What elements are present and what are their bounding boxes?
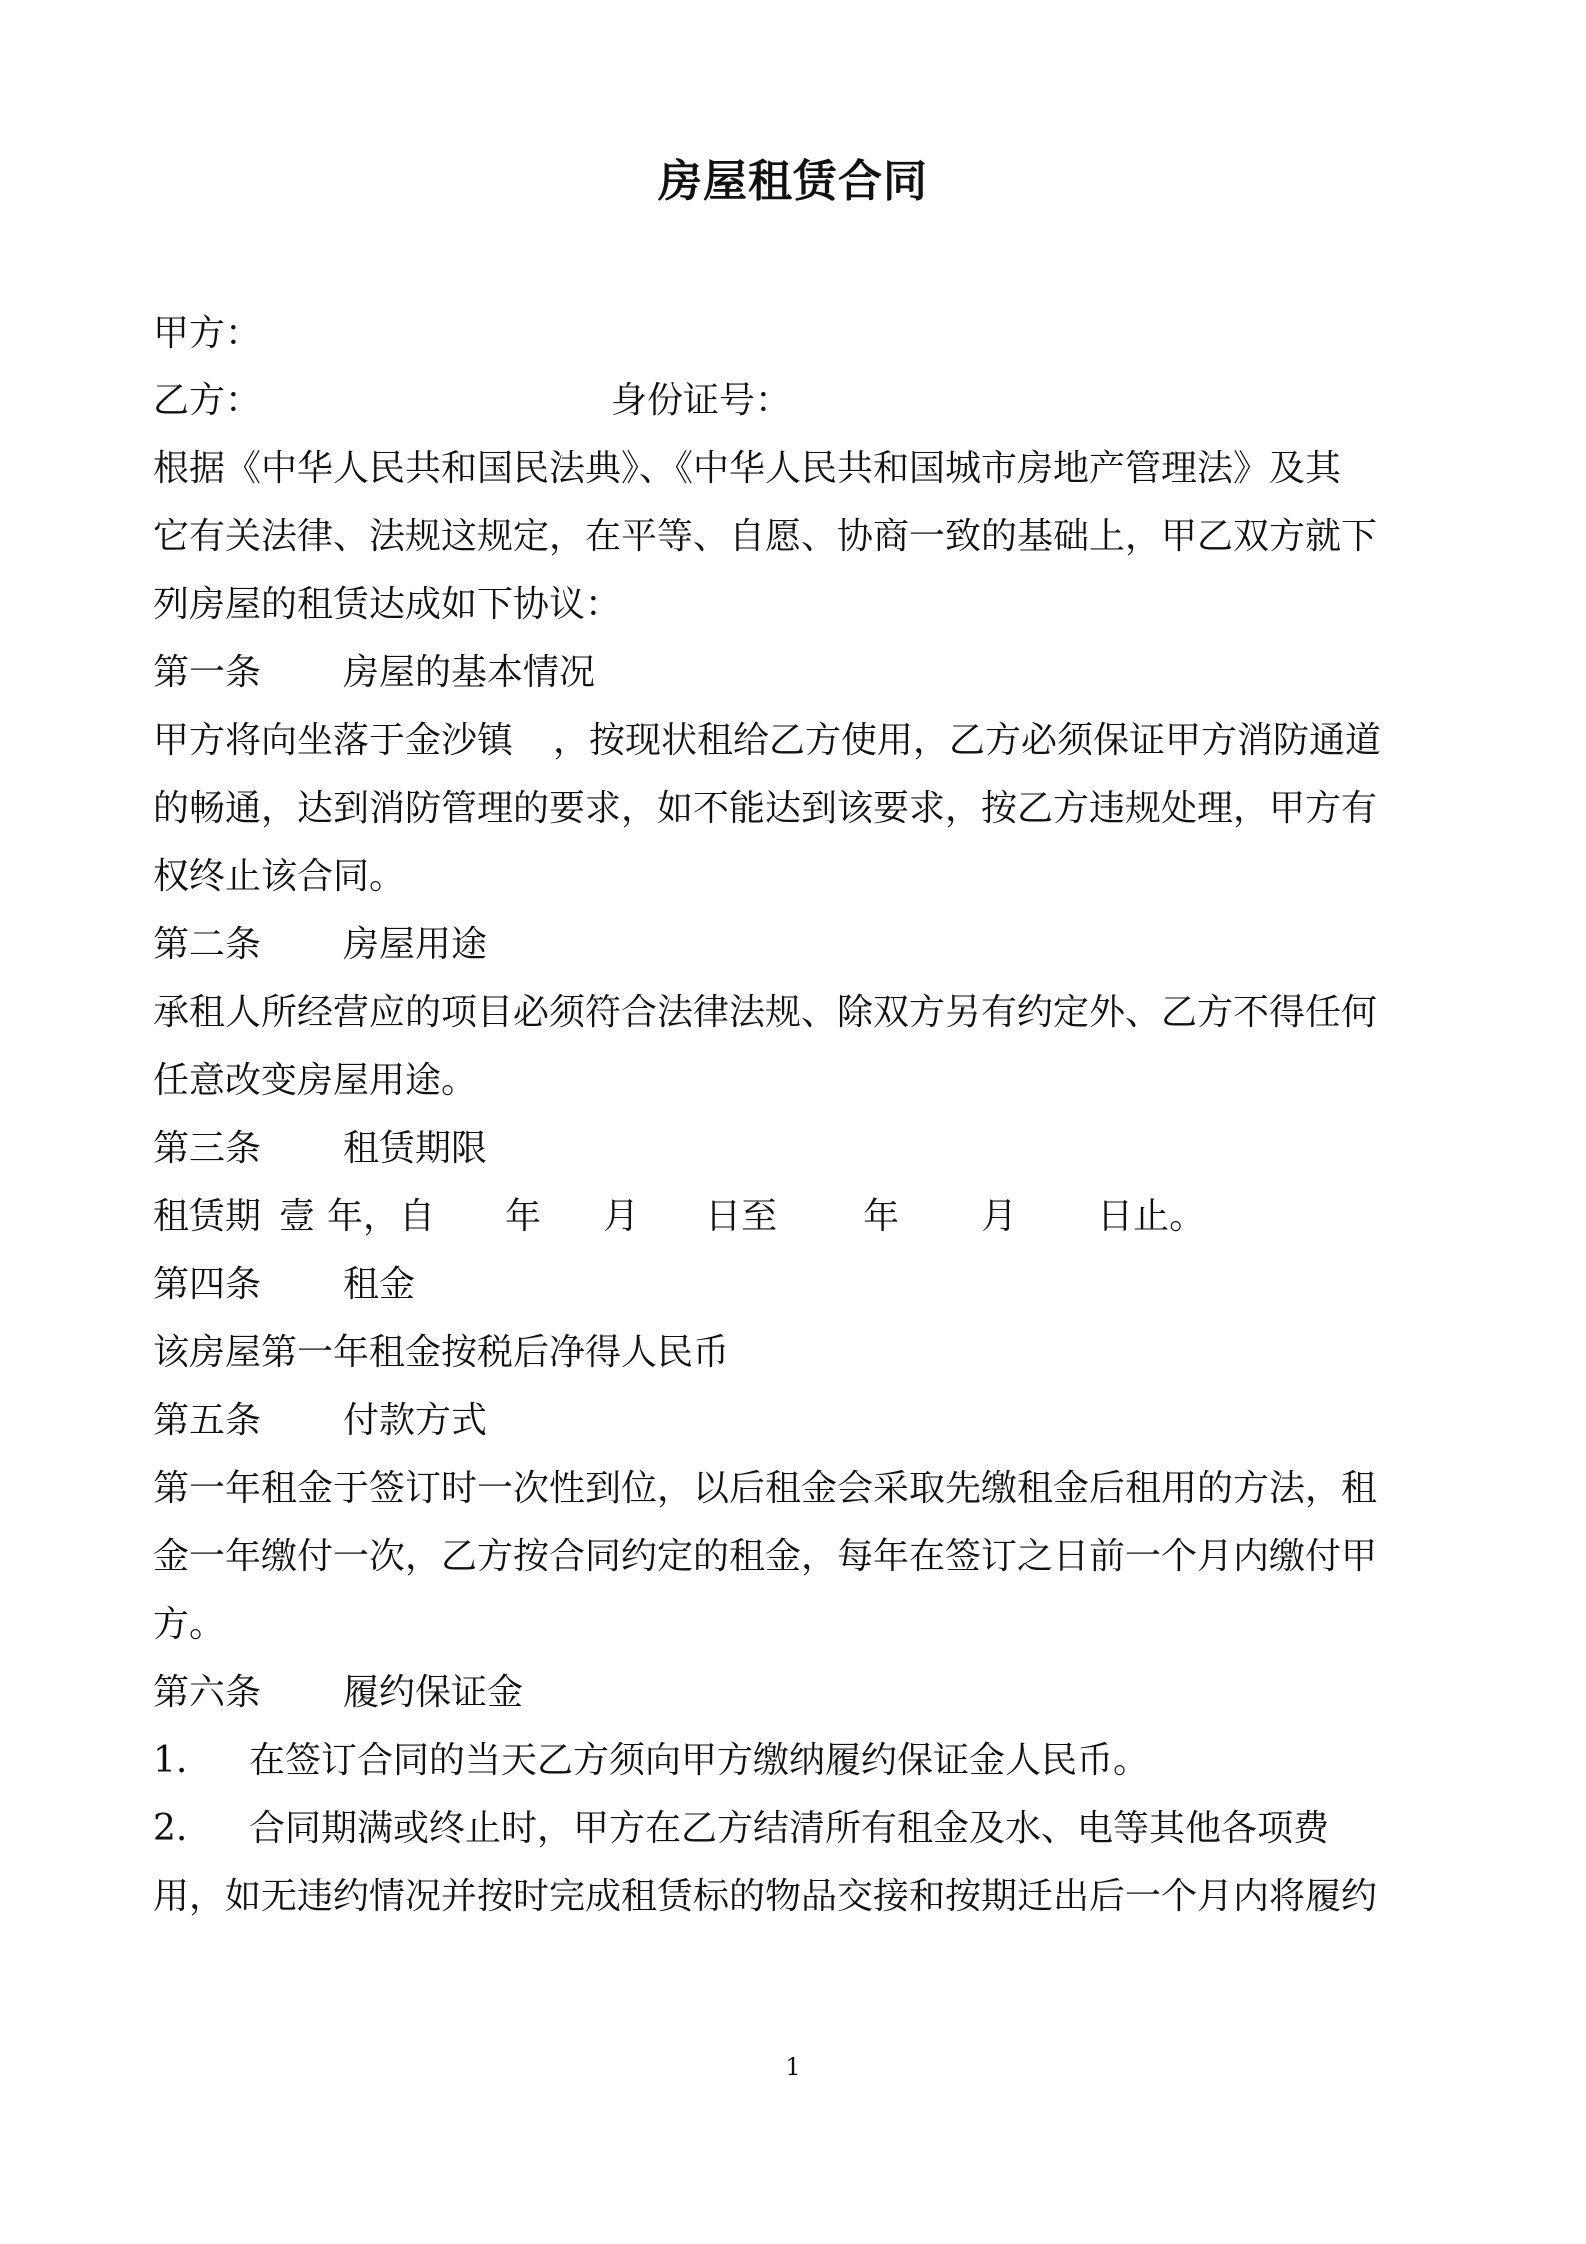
article-number: 第二条 [153,924,262,965]
article-body-line: 承租人所经营应的项目必须符合法律法规、除双方另有约定外、乙方不得任何 [153,992,1378,1033]
article-number: 第五条 [153,1400,262,1441]
article-title: 履约保证金 [343,1672,524,1713]
lease-term-line [153,1192,1205,1242]
term-text: 日止。 [1097,1196,1206,1237]
party-a-label: 甲方： [153,313,262,354]
article-number: 第三条 [153,1128,262,1169]
term-text: 年 [863,1196,900,1237]
article-heading [153,1396,487,1446]
article-number: 第六条 [153,1672,262,1713]
article-heading [153,920,487,970]
article-body-line: 权终止该合同。 [153,856,406,897]
article-body-line: 方。 [153,1604,226,1645]
article-title: 房屋用途 [343,924,488,965]
article-body-line: 任意改变房屋用途。 [153,1060,478,1101]
term-years-value: 壹 [279,1196,316,1237]
article-title: 租赁期限 [343,1128,488,1169]
list-item [153,1736,1149,1786]
list-item-number: 1. [153,1740,188,1781]
term-text: 日至 [705,1196,778,1237]
list-item-text: 合同期满或终止时，甲方在乙方结清所有租金及水、电等其他各项费 [249,1808,1330,1849]
article-number: 第四条 [153,1264,262,1305]
article-title: 付款方式 [343,1400,488,1441]
term-text: 年 [505,1196,542,1237]
list-item [153,1804,1329,1854]
article-heading [153,1668,523,1718]
intro-line: 列房屋的租赁达成如下协议： [153,584,622,625]
term-text: 月 [603,1196,640,1237]
intro-line: 它有关法律、法规这规定，在平等、自愿、协商一致的基础上，甲乙双方就下 [153,516,1378,557]
article-body-line: 金一年缴付一次，乙方按合同约定的租金，每年在签订之日前一个月内缴付甲 [153,1536,1378,1577]
party-b-label: 乙方： [153,380,262,421]
article-body-line: 用，如无违约情况并按时完成租赁标的物品交接和按期迁出后一个月内将履约 [153,1876,1378,1917]
article-body-line: 该房屋第一年租金按税后净得人民币 [153,1332,730,1373]
article-title: 房屋的基本情况 [343,652,596,693]
article-body-text: ，按现状租给乙方使用，乙方必须保证甲方消防通道 [553,720,1382,761]
article-heading [153,1260,415,1310]
article-heading [153,1124,487,1174]
party-b-line [153,376,791,426]
article-title: 租金 [343,1264,416,1305]
term-text: 租赁期 [153,1196,262,1237]
party-a-line [153,309,261,359]
intro-line: 根据《中华人民共和国民法典》、《中华人民共和国城市房地产管理法》及其 [153,448,1342,489]
article-heading [153,648,595,698]
term-text: 月 [981,1196,1018,1237]
party-b-id-label: 身份证号： [611,380,792,421]
article-body-line [153,716,1381,766]
document-title: 房屋租赁合同 [658,156,928,207]
term-text: 年，自 [327,1196,436,1237]
article-body-line: 的畅通，达到消防管理的要求，如不能达到该要求，按乙方违规处理，甲方有 [153,788,1378,829]
page-number: 1 [785,2053,801,2081]
article-body-line: 第一年租金于签订时一次性到位，以后租金会采取先缴租金后租用的方法，租 [153,1468,1378,1509]
list-item-text: 在签订合同的当天乙方须向甲方缴纳履约保证金人民币。 [249,1740,1150,1781]
article-number: 第一条 [153,652,262,693]
list-item-number: 2. [153,1808,188,1849]
article-body-text: 甲方将向坐落于金沙镇 [153,720,514,761]
